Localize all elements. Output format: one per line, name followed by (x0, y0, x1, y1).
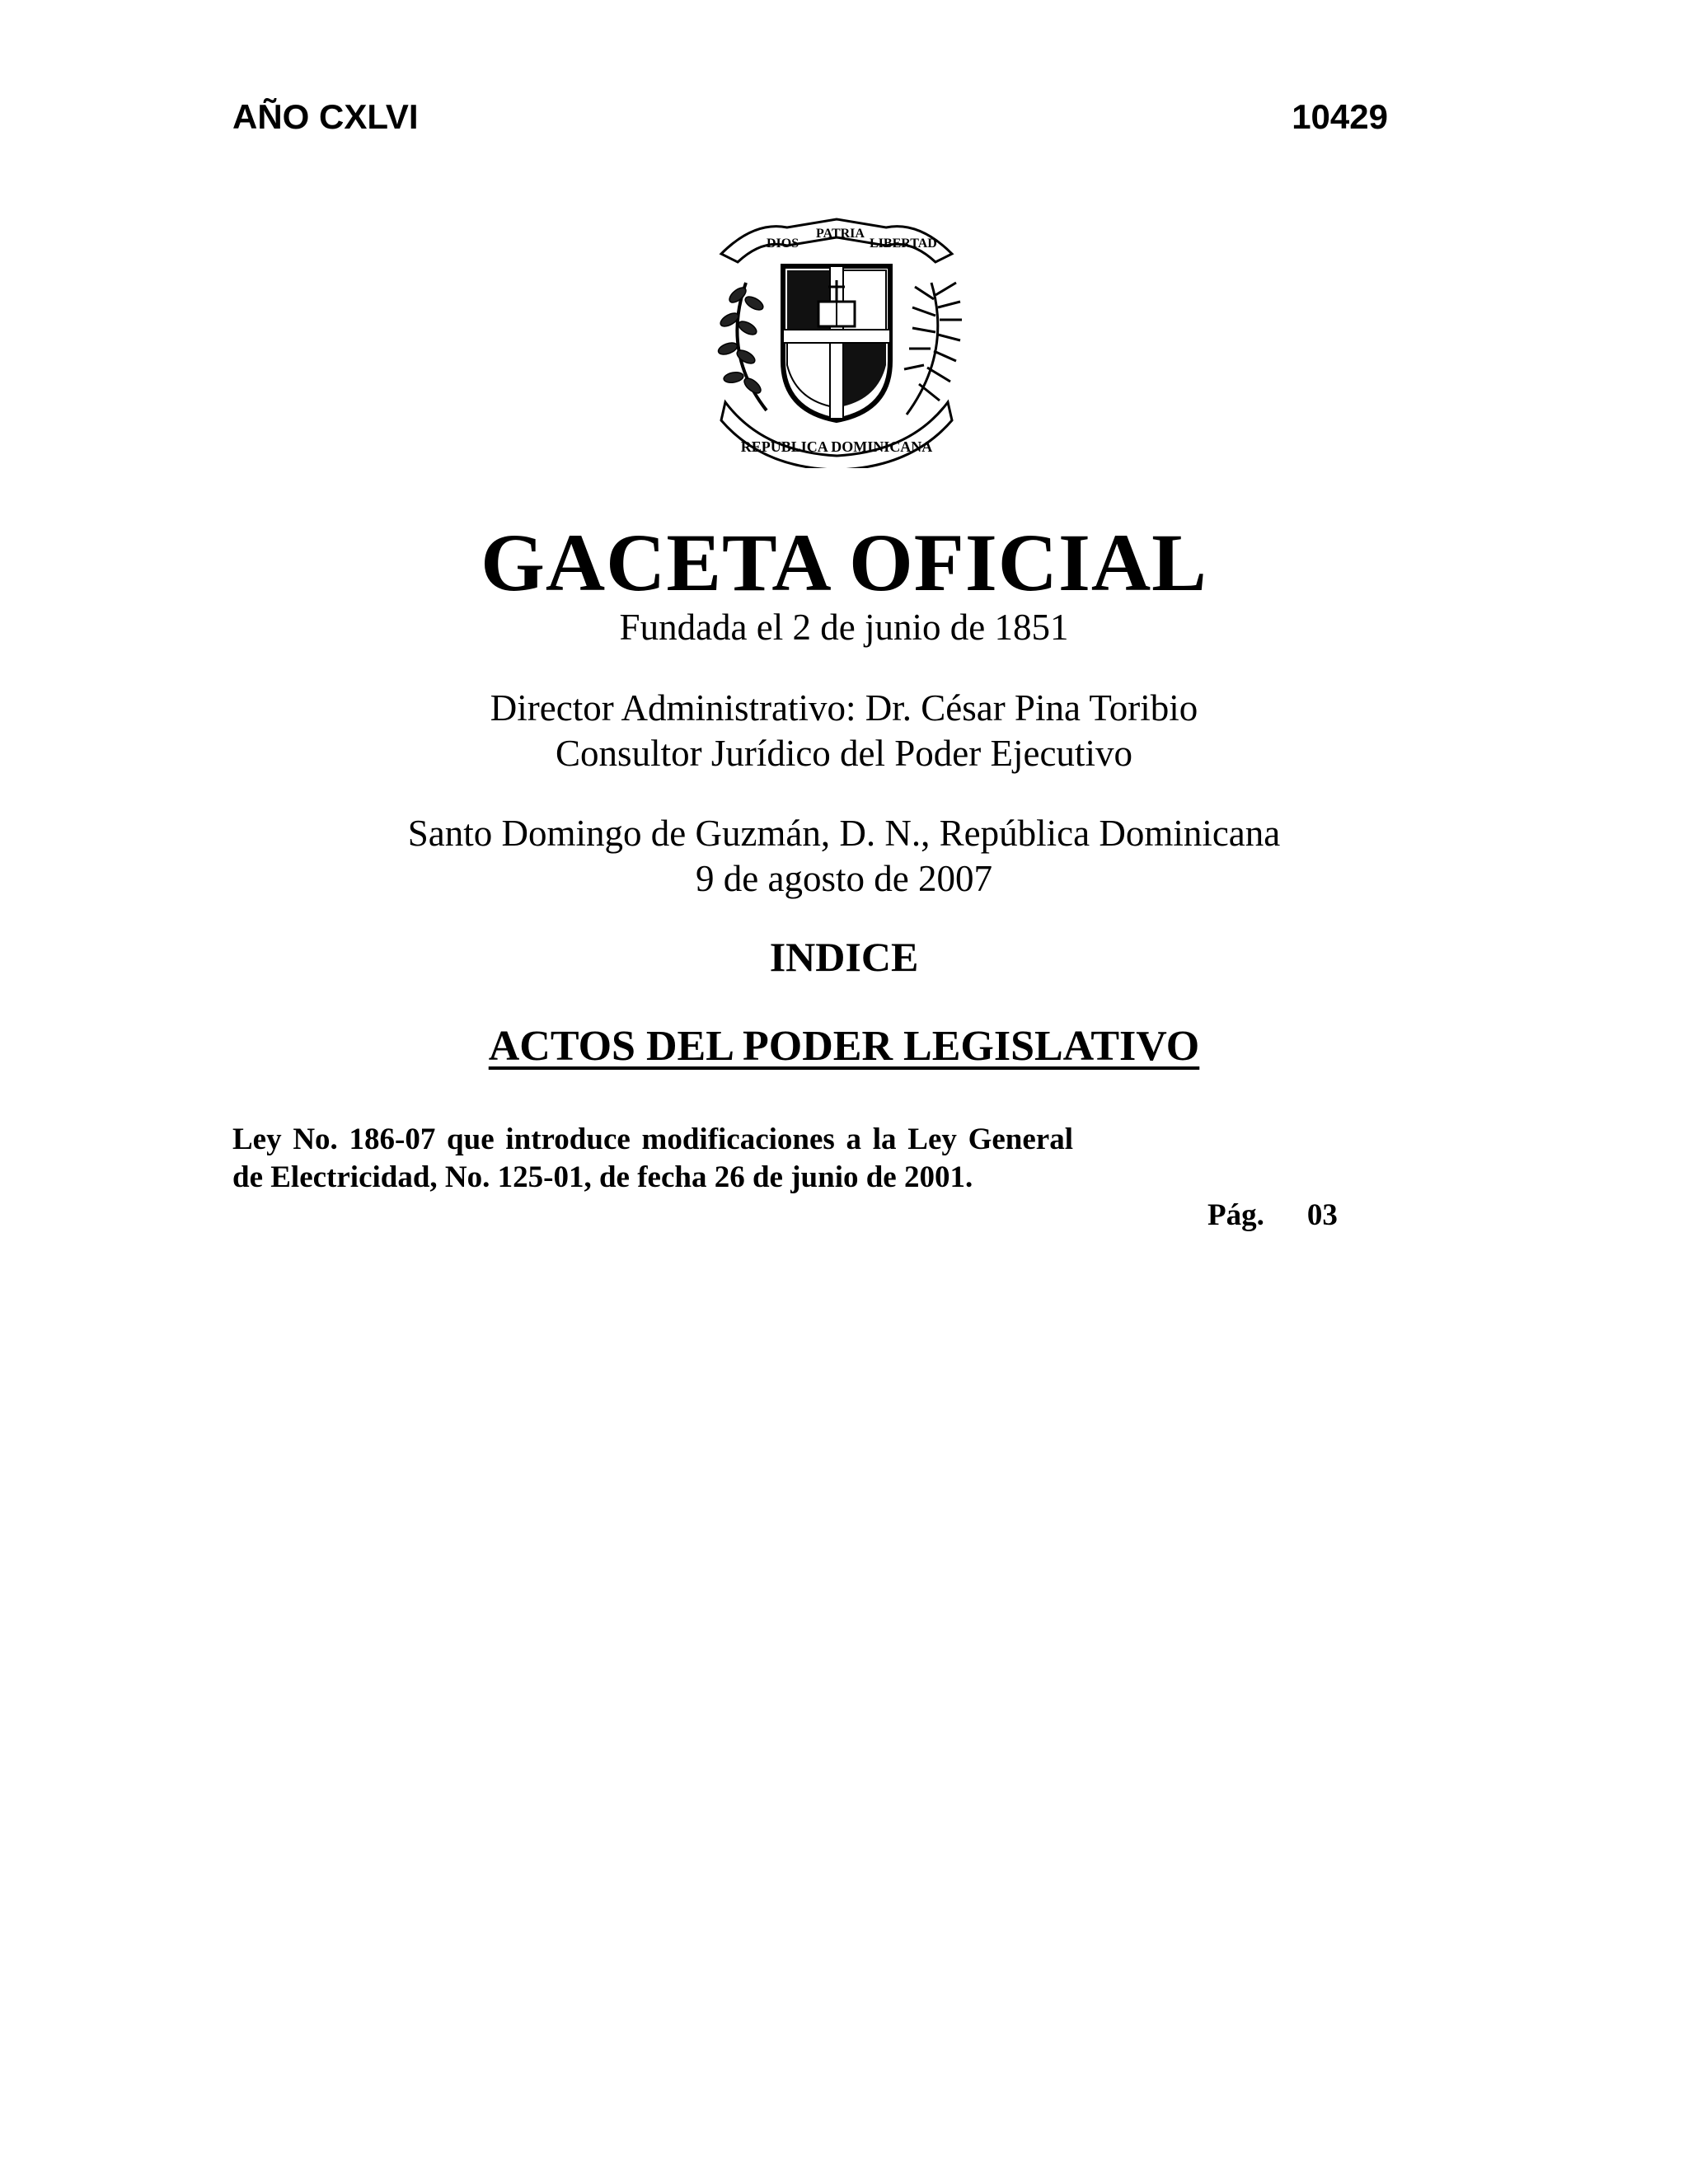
date-line: 9 de agosto de 2007 (696, 858, 992, 899)
svg-text:LIBERTAD: LIBERTAD (870, 237, 937, 251)
director-line: Director Administrativo: Dr. César Pina Toribio (490, 687, 1198, 729)
gazette-number: 10429 (1292, 97, 1388, 136)
page-number: 03 (1306, 1198, 1338, 1232)
founded-line: Fundada el 2 de junio de 1851 (619, 607, 1069, 648)
svg-text:DIOS: DIOS (767, 237, 799, 251)
page-label: Pág. (1207, 1198, 1264, 1232)
index-entry-text: Ley No. 186-07 que introduce modificaciones a la Ley General de Electricidad, No. 125-01, de fecha 26 de junio de 2001. (232, 1122, 1073, 1194)
section-heading-text: ACTOS DEL PODER LEGISLATIVO (488, 1023, 1200, 1070)
index-entry-page (1207, 1197, 1338, 1235)
gazette-year: AÑO CXLVI (232, 97, 419, 136)
location-line: Santo Domingo de Guzmán, D. N., República Dominicana (407, 813, 1281, 854)
svg-text:PATRIA: PATRIA (816, 227, 865, 241)
gazette-title: GACETA OFICIAL (481, 517, 1207, 608)
svg-text:REPUBLICA DOMINICANA: REPUBLICA DOMINICANA (740, 438, 933, 455)
dominican-coat-of-arms-icon (705, 204, 968, 468)
index-heading: INDICE (769, 934, 919, 980)
section-heading (0, 1022, 1688, 1071)
consultant-line: Consultor Jurídico del Poder Ejecutivo (556, 733, 1132, 774)
